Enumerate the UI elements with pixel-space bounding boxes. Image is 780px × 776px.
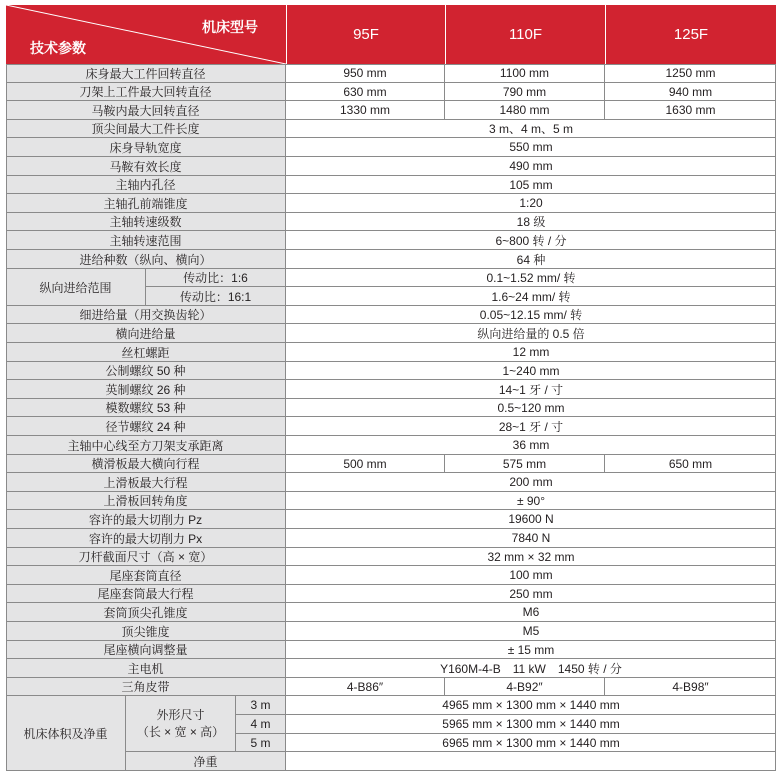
row-label: 尾座套筒最大行程 [6, 585, 286, 603]
value-cell-shared: 14~1 牙 / 寸 [286, 380, 776, 399]
row-label: 主轴内孔径 [6, 176, 286, 194]
row-label: 模数螺纹 53 种 [6, 399, 286, 417]
value-cell-shared: 19600 N [286, 510, 776, 529]
row-label: 主轴中心线至方刀架支承距离 [6, 436, 286, 455]
value-cell-95f: 950 mm [286, 64, 445, 83]
row-label: 主轴转速级数 [6, 213, 286, 231]
value-cell-110f: 4-B92″ [445, 678, 605, 696]
value-cell-95f: 500 mm [286, 455, 445, 473]
row-label: 容许的最大切削力 Pz [6, 510, 286, 529]
value-cell-shared: 3 m、4 m、5 m [286, 120, 776, 138]
row-label: 丝杠螺距 [6, 343, 286, 362]
value-cell-shared: 7840 N [286, 529, 776, 548]
row-label: 马鞍内最大回转直径 [6, 101, 286, 120]
value-cell-shared: M6 [286, 603, 776, 622]
row-label: 床身导轨宽度 [6, 138, 286, 157]
value-cell-shared: 6~800 转 / 分 [286, 231, 776, 250]
row-label: 上滑板最大行程 [6, 473, 286, 492]
row-label: 床身最大工件回转直径 [6, 64, 286, 83]
row-label: 细进给量（用交换齿轮） [6, 306, 286, 324]
value-cell-shared: 36 mm [286, 436, 776, 455]
row-label: 径节螺纹 24 种 [6, 417, 286, 436]
value-cell-95f: 4-B86″ [286, 678, 445, 696]
row-label: 套筒顶尖孔锥度 [6, 603, 286, 622]
value-cell-shared: 1~240 mm [286, 362, 776, 380]
length-cell: 4 m [236, 715, 286, 734]
row-label: 主轴转速范围 [6, 231, 286, 250]
value-cell-shared: 1:20 [286, 194, 776, 213]
row-label: 三角皮带 [6, 678, 286, 696]
model-col-125f: 125F [673, 26, 709, 43]
value-cell-125f: 650 mm [605, 455, 776, 473]
dims-value-cell: 6965 mm × 1300 mm × 1440 mm [286, 734, 776, 752]
value-cell-shared: 28~1 牙 / 寸 [286, 417, 776, 436]
weight-value-cell [286, 752, 776, 771]
value-cell-110f: 790 mm [445, 83, 605, 101]
value-cell-shared: 64 种 [286, 250, 776, 269]
row-label: 横滑板最大横向行程 [6, 455, 286, 473]
row-label: 公制螺纹 50 种 [6, 362, 286, 380]
param-label: 技术参数 [30, 40, 86, 56]
model-col-95f: 95F [353, 26, 379, 43]
value-cell-125f: 1250 mm [605, 64, 776, 83]
value-cell-shared: 200 mm [286, 473, 776, 492]
value-cell-shared: 250 mm [286, 585, 776, 603]
value-cell-shared: 18 级 [286, 213, 776, 231]
value-cell-125f: 940 mm [605, 83, 776, 101]
value-cell-shared: Y160M-4-B 11 kW 1450 转 / 分 [286, 659, 776, 678]
value-cell-95f: 1330 mm [286, 101, 445, 120]
value-cell-shared: 0.05~12.15 mm/ 转 [286, 306, 776, 324]
value-cell-shared: 32 mm × 32 mm [286, 548, 776, 566]
row-label: 刀杆截面尺寸（高 × 宽） [6, 548, 286, 566]
group-label-cell: 机床体积及净重 [6, 696, 126, 771]
row-label: 马鞍有效长度 [6, 157, 286, 176]
row-label: 英制螺纹 26 种 [6, 380, 286, 399]
value-cell-110f: 575 mm [445, 455, 605, 473]
value-cell-shared: 0.5~120 mm [286, 399, 776, 417]
value-cell-shared: M5 [286, 622, 776, 641]
row-label: 进给种数（纵向、横向） [6, 250, 286, 269]
model-label: 机床型号 [202, 19, 258, 35]
row-label: 容许的最大切削力 Px [6, 529, 286, 548]
table-header [6, 5, 776, 64]
row-label: 刀架上工件最大回转直径 [6, 83, 286, 101]
weight-label-cell: 净重 [126, 752, 286, 771]
value-cell-shared: 1.6~24 mm/ 转 [286, 287, 776, 306]
row-label: 主轴孔前端锥度 [6, 194, 286, 213]
row-label: 尾座横向调整量 [6, 641, 286, 659]
value-cell-shared: 12 mm [286, 343, 776, 362]
row-label: 顶尖间最大工件长度 [6, 120, 286, 138]
value-cell-shared: 100 mm [286, 566, 776, 585]
value-cell-shared: 0.1~1.52 mm/ 转 [286, 269, 776, 287]
row-label: 横向进给量 [6, 324, 286, 343]
header-corner-cell [6, 5, 286, 64]
row-label: 主电机 [6, 659, 286, 678]
value-cell-125f: 4-B98″ [605, 678, 776, 696]
row-label: 尾座套筒直径 [6, 566, 286, 585]
value-cell-110f: 1100 mm [445, 64, 605, 83]
dims-label-line2: （长 × 宽 × 高） [136, 724, 225, 739]
value-cell-shared: 490 mm [286, 157, 776, 176]
length-cell: 3 m [236, 696, 286, 715]
value-cell-shared: ± 15 mm [286, 641, 776, 659]
row-label: 顶尖锥度 [6, 622, 286, 641]
row-label: 上滑板回转角度 [6, 492, 286, 510]
value-cell-shared: 纵向进给量的 0.5 倍 [286, 324, 776, 343]
sublabel-cell: 传动比：16:1 [146, 287, 286, 306]
group-label-cell: 纵向进给范围 [6, 269, 146, 306]
dims-value-cell: 4965 mm × 1300 mm × 1440 mm [286, 696, 776, 715]
value-cell-shared: 550 mm [286, 138, 776, 157]
dims-label-line1: 外形尺寸 [156, 707, 205, 722]
sublabel-cell: 传动比：1:6 [146, 269, 286, 287]
dims-value-cell: 5965 mm × 1300 mm × 1440 mm [286, 715, 776, 734]
value-cell-110f: 1480 mm [445, 101, 605, 120]
model-col-110f: 110F [508, 26, 543, 43]
value-cell-shared: ± 90° [286, 492, 776, 510]
value-cell-shared: 105 mm [286, 176, 776, 194]
value-cell-125f: 1630 mm [605, 101, 776, 120]
value-cell-95f: 630 mm [286, 83, 445, 101]
length-cell: 5 m [236, 734, 286, 752]
dims-label-cell [126, 696, 236, 752]
